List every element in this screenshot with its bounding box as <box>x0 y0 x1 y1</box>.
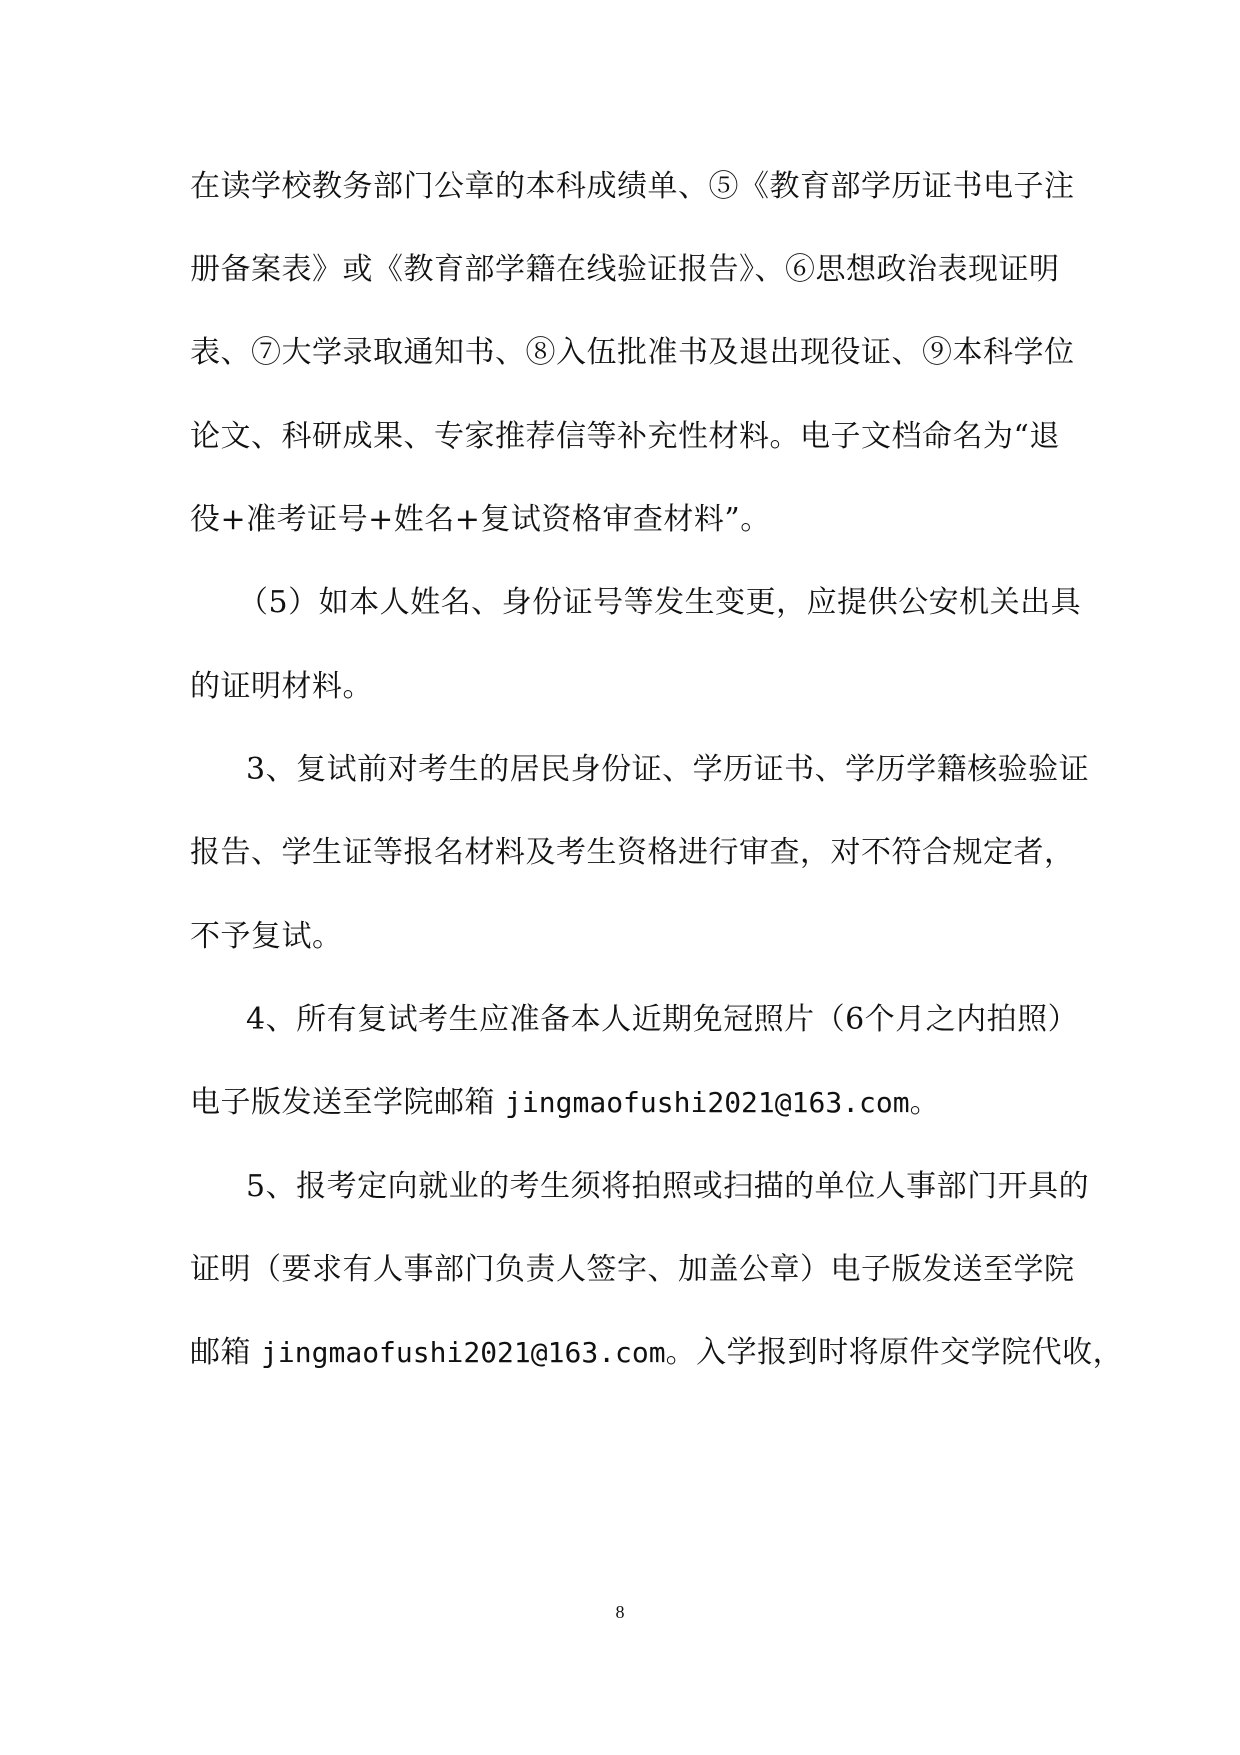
paragraph-5-email-prefix: 邮箱 <box>190 1335 251 1370</box>
paragraph-4-email-prefix: 电子版发送至学院邮箱 <box>190 1085 495 1120</box>
email-address-2: jingmaofushi2021@163.com <box>261 1336 666 1369</box>
body-line-1: 在读学校教务部门公章的本科成绩单、⑤《教育部学历证书电子注 <box>190 169 1075 204</box>
paragraph-5-email-suffix: 。入学报到时将原件交学院代收， <box>665 1335 1124 1370</box>
paragraph-4-line-1: 4、所有复试考生应准备本人近期免冠照片（6个月之内拍照） <box>246 1002 1079 1037</box>
paragraph-3-line-2: 报告、学生证等报名材料及考生资格进行审查，对不符合规定者， <box>190 835 1075 870</box>
paragraph-5-item-line-1: 5、报考定向就业的考生须将拍照或扫描的单位人事部门开具的 <box>246 1169 1090 1204</box>
body-line-5: 役+准考证号+姓名+复试资格审查材料”。 <box>190 502 771 537</box>
paragraph-5-item-line-3 <box>190 1333 1124 1373</box>
page-number: 8 <box>615 1602 625 1622</box>
paragraph-4-line-2 <box>190 1083 1060 1123</box>
paragraph-5-item-line-2: 证明（要求有人事部门负责人签字、加盖公章）电子版发送至学院 <box>190 1252 1075 1287</box>
paragraph-3-line-3: 不予复试。 <box>190 919 343 954</box>
body-line-4: 论文、科研成果、专家推荐信等补充性材料。电子文档命名为“退 <box>190 419 1060 454</box>
body-line-2: 册备案表》或《教育部学籍在线验证报告》、⑥思想政治表现证明 <box>190 252 1060 287</box>
paragraph-5-line-2: 的证明材料。 <box>190 669 373 704</box>
body-line-3: 表、⑦大学录取通知书、⑧入伍批准书及退出现役证、⑨本科学位 <box>190 335 1075 370</box>
paragraph-3-line-1: 3、复试前对考生的居民身份证、学历证书、学历学籍核验验证 <box>246 752 1090 787</box>
paragraph-5-line-1: （5）如本人姓名、身份证号等发生变更，应提供公安机关出具 <box>238 585 1082 620</box>
paragraph-4-email-suffix: 。 <box>909 1085 941 1120</box>
email-address: jingmaofushi2021@163.com <box>505 1086 910 1119</box>
